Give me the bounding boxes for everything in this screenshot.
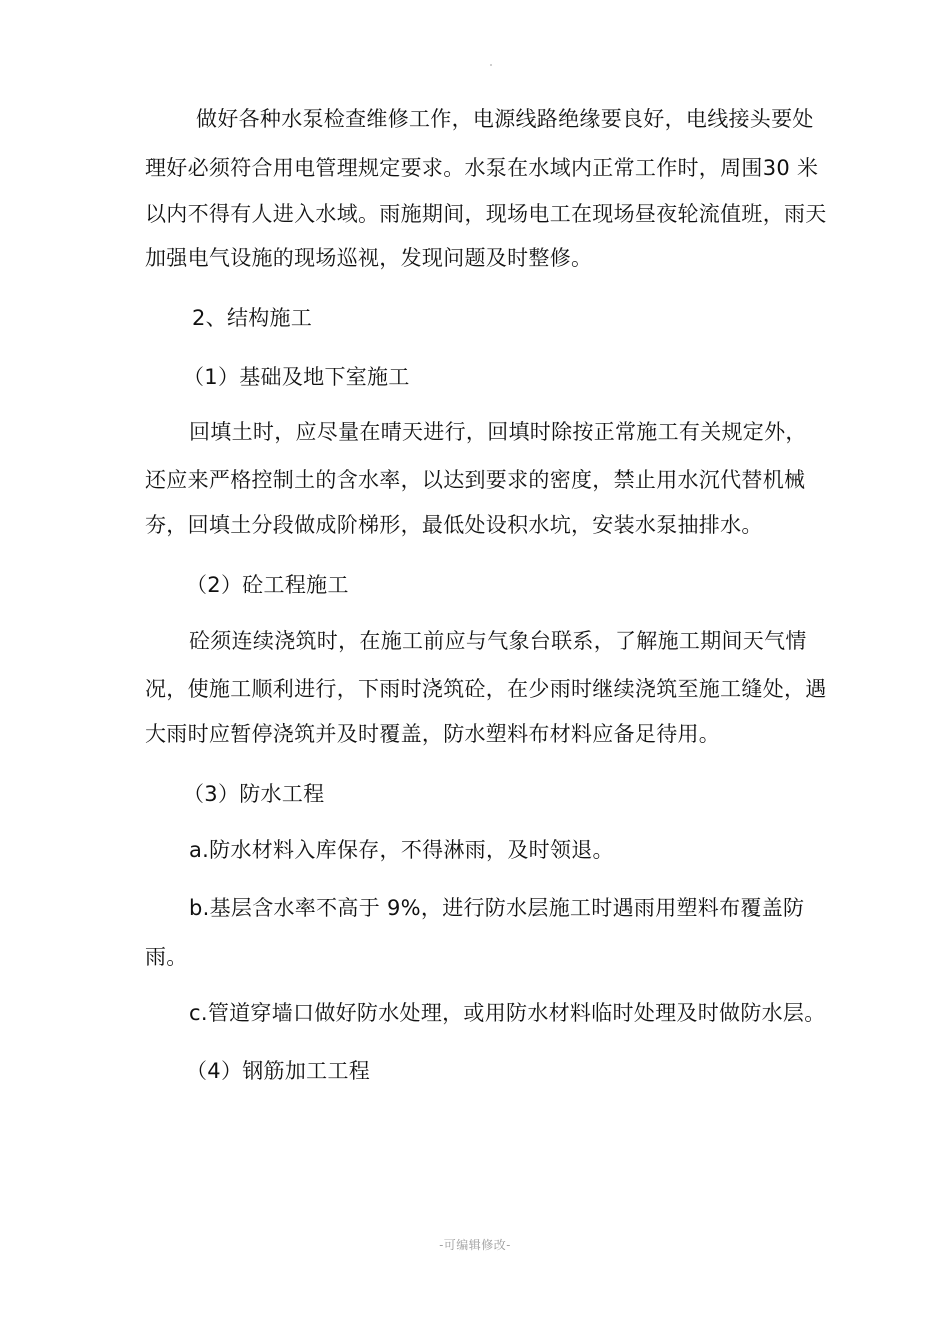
list-item: c.管道穿墙口做好防水处理，或用防水材料临时处理及时做防水层。 bbox=[189, 1001, 826, 1025]
paragraph-line: 理好必须符合用电管理规定要求。水泵在水域内正常工作时，周围30 米 bbox=[145, 156, 819, 180]
section-heading: 2、结构施工 bbox=[192, 306, 313, 330]
scan-mark bbox=[490, 64, 492, 66]
paragraph-line: 夯，回填土分段做成阶梯形，最低处设积水坑，安装水泵抽排水。 bbox=[145, 513, 763, 537]
subsection-heading: （4）钢筋加工工程 bbox=[186, 1059, 371, 1083]
list-item-continuation: 雨。 bbox=[145, 945, 188, 969]
paragraph-line: 况，使施工顺利进行，下雨时浇筑砼，在少雨时继续浇筑至施工缝处，遇 bbox=[145, 677, 827, 701]
list-item: b.基层含水率不高于 9%，进行防水层施工时遇雨用塑料布覆盖防 bbox=[189, 896, 805, 920]
paragraph-line: 以内不得有人进入水域。雨施期间，现场电工在现场昼夜轮流值班，雨天 bbox=[145, 202, 827, 226]
paragraph-line: 回填土时，应尽量在晴天进行，回填时除按正常施工有关规定外， bbox=[189, 420, 807, 444]
subsection-heading: （1）基础及地下室施工 bbox=[183, 365, 410, 389]
list-item: a.防水材料入库保存，不得淋雨，及时领退。 bbox=[189, 838, 614, 862]
paragraph-line: 加强电气设施的现场巡视，发现问题及时整修。 bbox=[145, 246, 593, 270]
paragraph-line: 还应来严格控制土的含水率，以达到要求的密度，禁止用水沉代替机械 bbox=[145, 468, 806, 492]
subsection-heading: （3）防水工程 bbox=[183, 782, 325, 806]
subsection-heading: （2）砼工程施工 bbox=[186, 573, 349, 597]
paragraph-line: 大雨时应暂停浇筑并及时覆盖，防水塑料布材料应备足待用。 bbox=[145, 722, 721, 746]
page-footer: -可编辑修改- bbox=[439, 1238, 511, 1252]
paragraph-line: 做好各种水泵检查维修工作，电源线路绝缘要良好，电线接头要处 bbox=[196, 107, 814, 131]
paragraph-line: 砼须连续浇筑时，在施工前应与气象台联系，了解施工期间天气情 bbox=[189, 629, 807, 653]
